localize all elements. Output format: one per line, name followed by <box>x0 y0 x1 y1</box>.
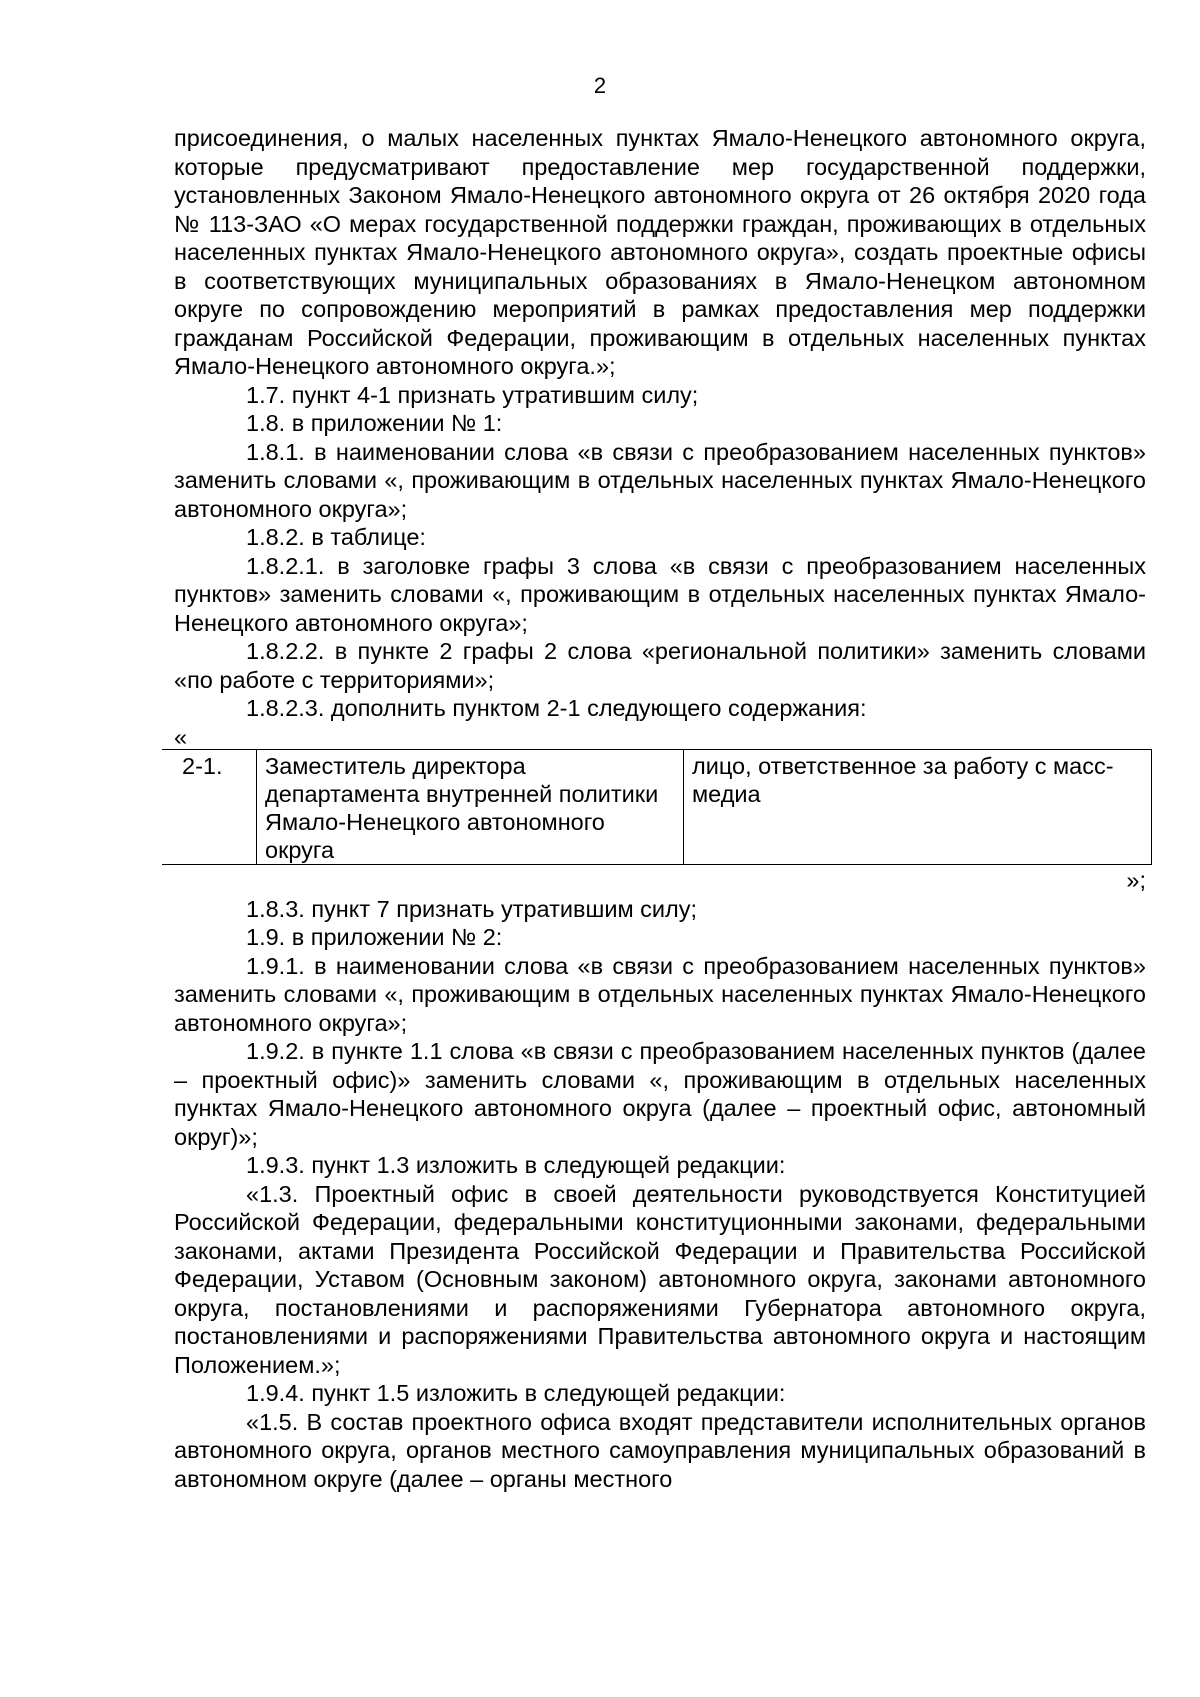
position-cell: Заместитель директора департамента внутренней политики Ямало-Ненецкого автономного округа <box>257 749 684 864</box>
table-open-quote: « <box>174 723 188 750</box>
paragraphs-after-table <box>174 895 1146 1494</box>
document-body <box>174 124 1146 1493</box>
paragraph: 1.8.1. в наименовании слова «в связи с преобразованием населенных пунктов» заменить словами «, проживающим в отдельных населенных пунктах Ямало-Ненецкого автономного округа»; <box>174 438 1146 522</box>
role-cell: лицо, ответственное за работу с масс-медиа <box>684 749 1152 864</box>
table-row <box>162 749 1152 864</box>
paragraph: 1.7. пункт 4-1 признать утратившим силу; <box>246 381 699 408</box>
paragraph: 1.9. в приложении № 2: <box>246 924 503 950</box>
paragraph: 1.8.2.2. в пункте 2 графы 2 слова «региональной политики» заменить словами «по работе с территориями»; <box>174 638 1146 693</box>
paragraph: 1.9.1. в наименовании слова «в связи с преобразованием населенных пунктов» заменить словами «, проживающим в отдельных населенных пунктах Ямало-Ненецкого автономного округа»; <box>174 952 1146 1036</box>
paragraph: 1.8.2. в таблице: <box>246 524 426 550</box>
paragraph: присоединения, о малых населенных пунктах Ямало-Ненецкого автономного округа, которые предусматривают предоставление мер государственной поддержки, установленных Законом Ямало-Ненецкого автономного округа от 26 октября 2020 года № 113-ЗАО «О мерах государственной поддержки граждан, проживающих в отдельных населенных пунктах Ямало-Ненецкого автономного округа», создать проектные офисы в соответствующих муниципальных образованиях в Ямало-Ненецком автономном округе по сопровождению мероприятий в рамках предоставления мер поддержки гражданам Российской Федерации, проживающим в отдельных населенных пунктах Ямало-Ненецкого автономного округа.»; <box>174 125 1146 379</box>
page-number: 2 <box>593 73 607 98</box>
paragraph: «1.3. Проектный офис в своей деятельности руководствуется Конституцией Российской Федерации, федеральными конституционными законами, федеральными законами, актами Президента Российской Федерации и Правительства Российской Федерации, Уставом (Основным законом) автономного округа, законами автономного округа, постановлениями и распоряжениями Губернатора автономного округа, постановлениями и распоряжениями Правительства автономного округа и настоящим Положением.»; <box>174 1180 1146 1378</box>
amendment-table <box>162 749 1152 865</box>
paragraph: 1.9.4. пункт 1.5 изложить в следующей редакции: <box>246 1380 786 1406</box>
paragraph: 1.9.2. в пункте 1.1 слова «в связи с преобразованием населенных пунктов (далее – проектный офис)» заменить словами «, проживающим в отдельных населенных пунктах Ямало-Ненецкого автономного округа (далее – проектный офис, автономный округ)»; <box>174 1038 1146 1150</box>
paragraph: «1.5. В состав проектного офиса входят представители исполнительных органов автономного округа, органов местного самоуправления муниципальных образований в автономном округе (далее – органы местного <box>174 1408 1146 1492</box>
paragraph: 1.8.2.1. в заголовке графы 3 слова «в связи с преобразованием населенных пунктов» заменить словами «, проживающим в отдельных населенных пунктах Ямало-Ненецкого автономного округа»; <box>174 552 1146 636</box>
paragraphs-before-table <box>174 124 1146 723</box>
paragraph: 1.8. в приложении № 1: <box>246 410 503 436</box>
paragraph: 1.9.3. пункт 1.3 изложить в следующей редакции: <box>246 1152 786 1178</box>
paragraph: 1.8.3. пункт 7 признать утратившим силу; <box>246 895 698 922</box>
table-close-quote: »; <box>1126 866 1146 893</box>
row-number-cell: 2-1. <box>162 749 257 864</box>
paragraph: 1.8.2.3. дополнить пунктом 2-1 следующего содержания: <box>246 695 867 721</box>
